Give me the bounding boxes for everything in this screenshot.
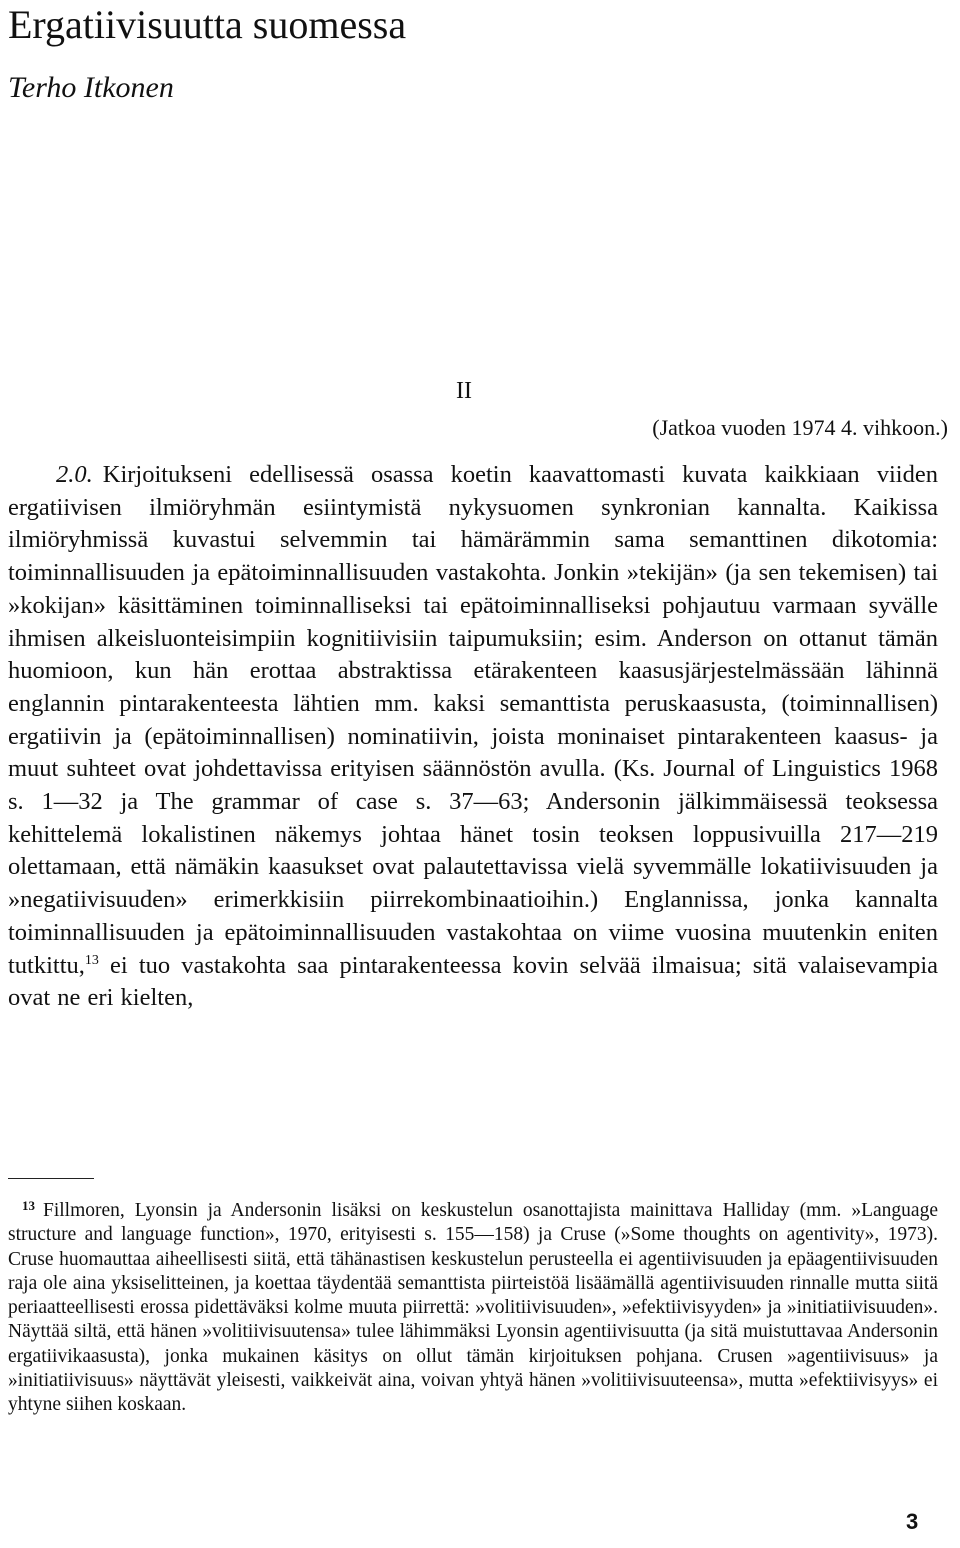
footnote [8,1194,938,1418]
article-title: Ergatiivisuutta suomessa [8,2,407,47]
footnote-marker: 13 [22,1198,35,1213]
continuation-note: (Jatkoa vuoden 1974 4. vihkoon.) [652,415,948,440]
section-number: II [456,378,472,404]
body-text-part-1: Kirjoitukseni edellisessä osassa koetin kaavattomasti kuvata kaikkiaan viiden ergatiivisen ilmiöryhmän esiintymistä nykysuomen synkronian kannalta. Kaikissa ilmiöryhmissä kuvastui selvemmin tai hämärämmin sama semanttinen dikotomia: toiminnallisuuden ja epätoiminnallisuuden vastakohta. Jonkin »tekijän» (ja sen tekemisen) tai »kokijan» käsittäminen toiminnalliseksi tai epätoiminnalliseksi pohjautuu varmaan syvälle ihmisen alkeisluonteisimpiin kognitiivisiin taipumuksiin; esim. Anderson on ottanut tämän huomioon, kun hän erottaa abstraktissa etärakenteen kaasusjärjestelmässään lähinnä englannin pintarakenteesta lähtien mm. kaksi semanttista peruskaasusta, (toiminnallisen) ergatiivin ja (epätoiminnallisen) nominatiivin, joista moninaiset pintarakenteen kaasus- ja muut suhteet ovat johdettavissa erityisen säännöstön avulla. (Ks. Journal of Linguistics 1968 s. 1—32 ja The grammar of case s. 37—63; Andersonin jälkimmäisessä teoksessa kehittelemä lokalistinen näkemys johtaa hänet tosin teoksen loppusivuilla 217—219 olettamaan, että nämäkin kaasukset ovat palautettavissa vielä syvemmälle lokatiivisuuden ja »negatiivisuuden» erimerkkisiin piirrekombinaatioihin.) Englannissa, jonka kannalta toiminnallisuuden ja epätoiminnallisuuden vastakohtaa on viime vuosina muutenkin eniten tutkittu, [8,461,938,979]
footnote-reference: 13 [84,952,99,968]
footnote-text: Fillmoren, Lyonsin ja Andersonin lisäksi on keskustelun osanottajista mainittava Halliday (mm. »Language structure and language function», 1970, erityisesti s. 155—158) ja Cruse (»Some thoughts on agentivity», 1973). Cruse huomauttaa aiheellisesti siitä, että tähänastisen keskustelun perusteella ei agentiivisuuden ja epäagentiivisuuden raja ole aina yksiselitteinen, ja koettaa täydentää semanttista piirteistöä lisäämällä agentiivisuuden rinnalle mutta siitä periaatteellisesti erossa pidettäväksi kolme muuta piirrettä: »volitiivisuuden», »efektiivisyyden» ja »initiatiivisuuden». Näyttää siltä, että hänen »volitiivisuutensa» tulee lähimmäksi Lyonsin agentiivisuutta (ja sitä muistuttavaa Andersonin ergatiivikaasusta), jonka mukainen käsitys on ollut tämän kirjoituksen pohjana. Crusen »agentiivisuus» ja »initiatiivisuus» näyttävät yleisesti, vaikkeivät aina, voivan yhtyä hänen »volitiivisuuteensa», mutta »efektiivisyys» ei yhtyne siihen koskaan. [8,1200,938,1416]
page-number: 3 [906,1509,919,1534]
author-name: Terho Itkonen [8,71,174,104]
body-text-part-2: ei tuo vastakohta saa pintarakenteessa kovin selvää ilmaisua; sitä valaisevampia ovat ne eri kielten, [8,951,939,1012]
paragraph-number: 2.0. [56,461,93,488]
body-paragraph [8,459,938,1015]
footnote-separator [8,1178,94,1179]
